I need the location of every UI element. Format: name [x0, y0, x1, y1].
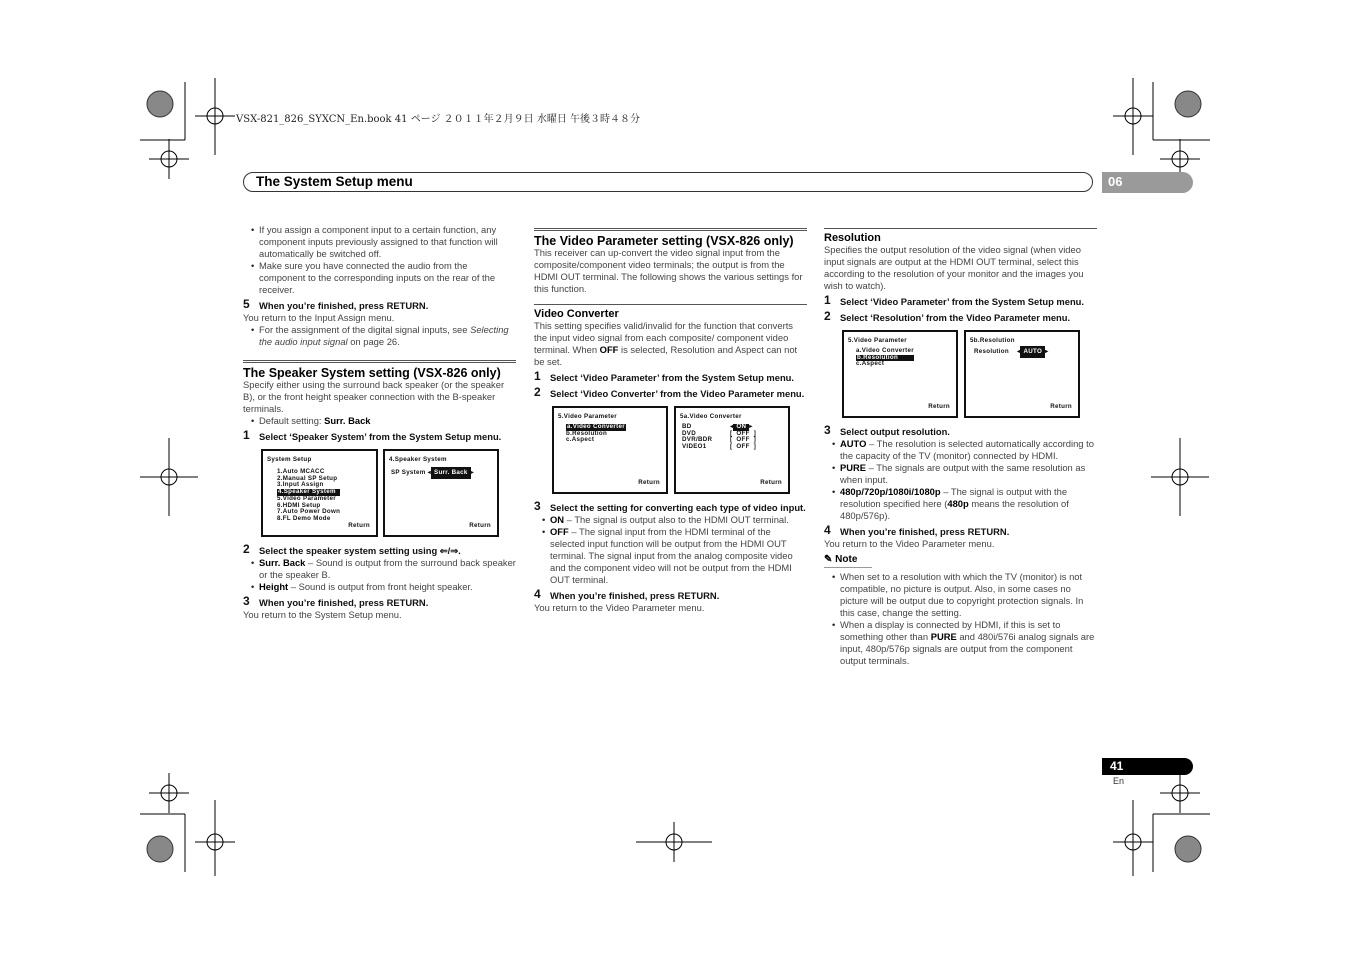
note-pencil-icon: ✎: [824, 554, 836, 565]
list-item: • Make sure you have connected the audio from the component to the corresponding inputs on the rear of the receiver.: [243, 260, 516, 296]
step-2: 2 Select the speaker system setting using ⇐/⇒.: [243, 542, 461, 556]
list-item: • If you assign a component input to a certain function, any component inputs previously assigned to that function will automatically be switched off.: [243, 224, 516, 260]
section-intro: This receiver can up-convert the video signal input from the composite/component video terminals; the output is from the HDMI OUT terminal. The following shows the various settings for this function.: [534, 247, 803, 294]
step-4: 4 When you’re finished, press RETURN.: [824, 523, 1010, 537]
option-auto: • AUTO – The resolution is selected automatically according to the capacity of the TV (monitor) connected by HDMI.: [824, 438, 1097, 462]
step-4-result: You return to the Video Parameter menu.: [534, 602, 705, 613]
page-number: 41: [1110, 759, 1124, 773]
osd-screens: [824, 330, 1097, 420]
subsection-intro: This setting specifies valid/invalid for the function that converts the input video signal from each composite/ component video terminal. When OFF is selected, Resolution and Aspect can not be set.: [534, 320, 798, 367]
column-2: [534, 228, 807, 614]
option-resolution-values: • 480p/720p/1080i/1080p – The signal is output with the resolution specified here (480p means the resolution of 480p/576p).: [824, 486, 1097, 522]
section-intro: Specify either using the surround back speaker (or the speaker B), or the front height speaker connection with the B-speaker terminals.: [243, 379, 505, 414]
step-5-result: You return to the Input Assign menu.: [243, 312, 395, 323]
section-title-speaker-system: The Speaker System setting (VSX-826 only): [243, 366, 501, 380]
page-language: En: [1113, 776, 1125, 786]
section-title-video-parameter: The Video Parameter setting (VSX-826 only): [534, 234, 794, 248]
option-pure: • PURE – The signals are output with the same resolution as when input.: [824, 462, 1097, 486]
subsection-title-video-converter: Video Converter: [534, 308, 619, 320]
section-rule: [534, 228, 807, 231]
option-on: • ON – The signal is output also to the HDMI OUT terminal.: [534, 514, 807, 526]
note-heading: ✎ Note: [824, 554, 858, 565]
step-4-result: You return to the Video Parameter menu.: [824, 538, 995, 549]
osd-screens: [534, 406, 807, 496]
osd-screen-speaker-system: 4.Speaker System SP System ◂ Surr. Back ▸ Return: [383, 449, 499, 537]
cross-reference: • For the assignment of the digital signal inputs, see Selecting the audio input signal on page 26.: [243, 324, 516, 348]
print-header: VSX-821_826_SYXCN_En.book 41 ページ ２０１１年２月９日 水曜日 午後３時４８分: [236, 114, 641, 125]
option-off: • OFF – The signal input from the HDMI terminal of the selected input function will be output from the HDMI OUT terminal. The signal input from the analog composite video and the component video will not be output from the HDMI OUT terminal.: [534, 526, 807, 586]
step-2: 2 Select ‘Resolution’ from the Video Parameter menu.: [824, 309, 1071, 323]
selected-menu-item: 4.Speaker System: [277, 489, 340, 496]
subsection-title-resolution: Resolution: [824, 232, 881, 244]
note-item: • When a display is connected by HDMI, if this is set to something other than PURE and 480i/576i analog signals are input, 480p/576p signals are output from the component output terminals.: [824, 619, 1097, 667]
subsection-rule: [824, 228, 1097, 229]
column-1: [243, 224, 516, 621]
step-3-result: You return to the System Setup menu.: [243, 609, 402, 620]
step-5: 5 When you’re finished, press RETURN.: [243, 297, 429, 311]
osd-screen-resolution: 5b.Resolution Resolution ◂ AUTO ▸ Return: [964, 330, 1080, 418]
step-4: 4 When you’re finished, press RETURN.: [534, 587, 720, 601]
osd-screen-video-converter: 5a.Video Converter BD ◂ ON ▸ DVD [ OFF ] DVR/BDR [ OFF ] VIDEO1 [ OFF ] Return: [674, 406, 790, 494]
chapter-number: 06: [1108, 174, 1123, 189]
osd-screen-system-setup: System Setup 1.Auto MCACC 2.Manual SP Setup 3.Input Assign 4.Speaker System 5.Video Parameter 6.HDMI Setup 7.Auto Power Down 8.FL Demo Mode Return: [261, 449, 378, 537]
option-height: • Height – Sound is output from front height speaker.: [243, 581, 516, 593]
step-1: 1 Select ‘Speaker System’ from the System Setup menu.: [243, 428, 502, 442]
step-3: 3 Select output resolution.: [824, 423, 950, 437]
default-setting: • Default setting: Surr. Back: [243, 415, 516, 427]
section-rule: [243, 360, 516, 363]
osd-screen-video-parameter: 5.Video Parameter a.Video Converter b.Resolution c.Aspect Return: [842, 330, 958, 418]
column-3: [824, 228, 1097, 667]
note-item: • When set to a resolution with which the TV (monitor) is not compatible, no picture is output. Also, in some cases no picture will be output due to copyright protection signals. In this case, change the setting.: [824, 571, 1097, 619]
step-1: 1 Select ‘Video Parameter’ from the System Setup menu.: [824, 293, 1085, 307]
subsection-intro: Specifies the output resolution of the video signal (when video input signals are output at the HDMI OUT terminal, select this according to the resolution of your monitor and the images you wish to watch).: [824, 244, 1084, 291]
page-title: The System Setup menu: [256, 174, 413, 189]
selected-menu-item: a.Video Converter: [567, 423, 625, 430]
step-2: 2 Select ‘Video Converter’ from the Video Parameter menu.: [534, 385, 805, 399]
step-1: 1 Select ‘Video Parameter’ from the System Setup menu.: [534, 369, 795, 383]
selected-menu-item: b.Resolution: [856, 355, 914, 362]
osd-screen-video-parameter: 5.Video Parameter a.Video Converter b.Resolution c.Aspect Return: [552, 406, 668, 494]
option-surr-back: • Surr. Back – Sound is output from the surround back speaker or the speaker B.: [243, 557, 516, 581]
osd-screens: [243, 449, 516, 539]
step-3: 3 When you’re finished, press RETURN.: [243, 594, 429, 608]
note-rule: [824, 567, 872, 568]
step-3: 3 Select the setting for converting each type of video input.: [534, 499, 806, 513]
subsection-rule: [534, 304, 807, 305]
